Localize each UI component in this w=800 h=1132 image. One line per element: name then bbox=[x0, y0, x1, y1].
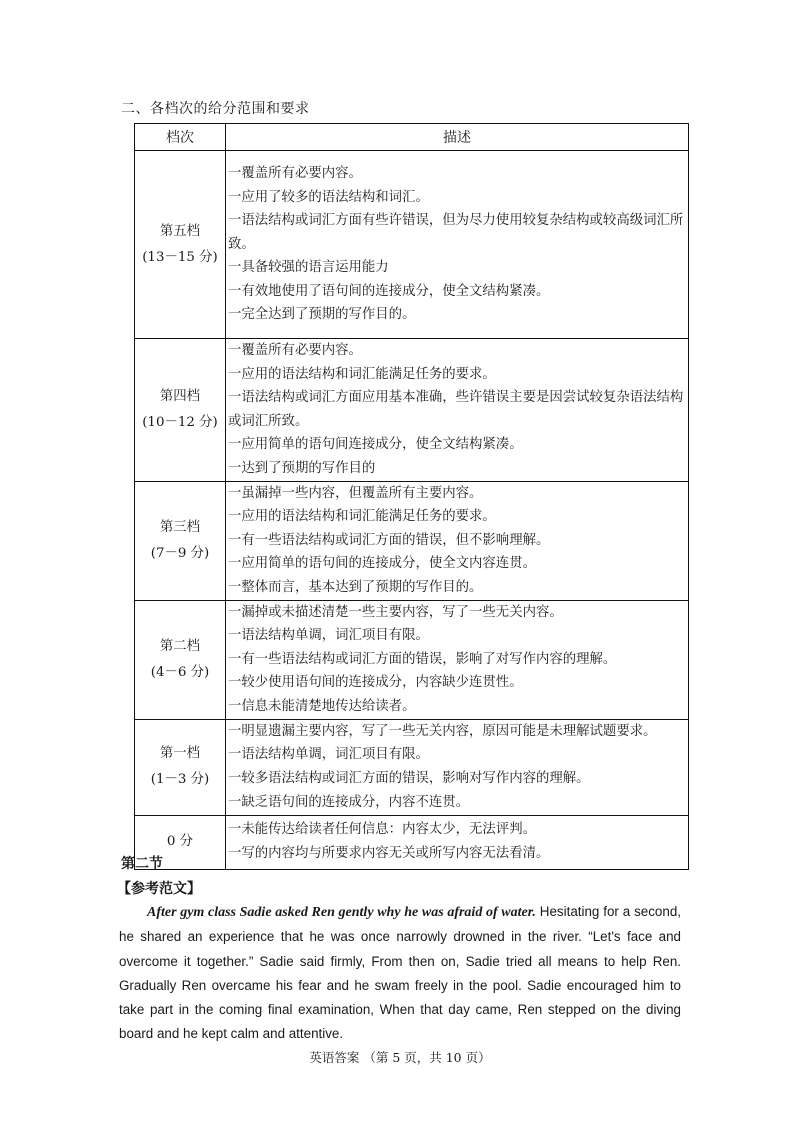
level-name: 第四档 bbox=[159, 388, 201, 404]
part2-heading: 第二节 bbox=[121, 856, 163, 872]
essay-lead-sentence: After gym class Sadie asked Ren gently why he was afraid of water. bbox=[147, 905, 536, 920]
description-cell bbox=[226, 600, 689, 719]
level-name: 第二档 bbox=[159, 638, 201, 654]
sample-essay bbox=[119, 900, 681, 1047]
grading-table bbox=[134, 123, 689, 870]
level-name: 0 分 bbox=[166, 834, 194, 849]
criterion-item: 一达到了预期的写作目的 bbox=[228, 460, 376, 476]
level-cell bbox=[135, 600, 226, 719]
essay-body: Hesitating for a second, he shared an experience that he was once narrowly drowned in the river. “Let's face and overcome it together.” Sadie said firmly, From then on, Sadie tried all means to help Ren. Gradually Ren overcame his fear and he swam freely in the pool. Sadie encouraged him to take part in the coming final examination, When that day came, Ren stepped on the diving board and he kept calm and attentive. bbox=[119, 904, 681, 1042]
criterion-item: 一语法结构单调，词汇项目有限。 bbox=[228, 628, 429, 644]
table-row bbox=[135, 481, 689, 600]
sample-essay-label: 【参考范文】 bbox=[117, 881, 201, 897]
criterion-item: 一有一些语法结构或词汇方面的错误，影响了对写作内容的理解。 bbox=[228, 651, 617, 667]
page-footer: 英语答案 （第 5 页，共 10 页） bbox=[309, 1050, 491, 1065]
header-description: 描述 bbox=[226, 124, 689, 151]
description-cell bbox=[226, 719, 689, 815]
criterion-item: 一语法结构或词汇方面应用基本准确，些许错误主要是因尝试较复杂语法结构或词汇所致。 bbox=[228, 390, 684, 429]
criterion-item: 一覆盖所有必要内容。 bbox=[228, 165, 362, 181]
score-range: (1－3 分) bbox=[150, 772, 210, 787]
criterion-item: 一虽漏掉一些内容，但覆盖所有主要内容。 bbox=[228, 485, 483, 501]
table-body bbox=[135, 151, 689, 870]
criterion-item: 一语法结构或词汇方面有些许错误，但为尽力使用较复杂结构或较高级词汇所致。 bbox=[228, 213, 684, 252]
criterion-item: 一应用简单的语句间连接成分，使全文结构紧凑。 bbox=[228, 437, 523, 453]
section-heading: 二、各档次的给分范围和要求 bbox=[121, 101, 310, 117]
table-row bbox=[135, 339, 689, 482]
criterion-item: 一具备较强的语言运用能力 bbox=[228, 260, 389, 276]
level-name: 第三档 bbox=[159, 519, 201, 535]
table-row bbox=[135, 600, 689, 719]
level-cell bbox=[135, 719, 226, 815]
table-row bbox=[135, 815, 689, 869]
level-cell bbox=[135, 481, 226, 600]
criterion-item: 一语法结构单调，词汇项目有限。 bbox=[228, 747, 429, 763]
level-cell bbox=[135, 151, 226, 339]
level-cell bbox=[135, 339, 226, 482]
level-name: 第五档 bbox=[159, 223, 201, 239]
criterion-item: 一信息未能清楚地传达给读者。 bbox=[228, 698, 416, 714]
score-range: (10－12 分) bbox=[142, 414, 218, 430]
table-header-row bbox=[135, 124, 689, 151]
criterion-item: 一未能传达给读者任何信息：内容太少，无法评判。 bbox=[228, 822, 536, 838]
criterion-item: 一缺乏语句间的连接成分，内容不连贯。 bbox=[228, 794, 470, 810]
description-cell bbox=[226, 481, 689, 600]
criterion-item: 一应用简单的语句间的连接成分，使全文内容连贯。 bbox=[228, 556, 536, 572]
criterion-item: 一漏掉或未描述清楚一些主要内容，写了一些无关内容。 bbox=[228, 604, 563, 620]
criterion-item: 一应用的语法结构和词汇能满足任务的要求。 bbox=[228, 509, 496, 525]
criterion-item: 一写的内容均与所要求内容无关或所写内容无法看清。 bbox=[228, 846, 550, 861]
level-name: 第一档 bbox=[159, 746, 201, 761]
criterion-item: 一较少使用语句间的连接成分，内容缺少连贯性。 bbox=[228, 675, 523, 691]
description-cell bbox=[226, 151, 689, 339]
table-row bbox=[135, 151, 689, 339]
score-range: (4－6 分) bbox=[150, 664, 210, 680]
criterion-item: 一整体而言，基本达到了预期的写作目的。 bbox=[228, 579, 483, 595]
table-row bbox=[135, 719, 689, 815]
score-range: (7－9 分) bbox=[150, 545, 210, 561]
criterion-item: 一覆盖所有必要内容。 bbox=[228, 343, 362, 358]
criterion-item: 一有效地使用了语句间的连接成分，使全文结构紧凑。 bbox=[228, 283, 550, 299]
criterion-item: 一有一些语法结构或词汇方面的错误，但不影响理解。 bbox=[228, 532, 550, 548]
criterion-item: 一应用的语法结构和词汇能满足任务的要求。 bbox=[228, 366, 496, 382]
header-level: 档次 bbox=[135, 124, 226, 151]
score-range: (13－15 分) bbox=[142, 249, 218, 265]
description-cell bbox=[226, 815, 689, 869]
criterion-item: 一应用了较多的语法结构和词汇。 bbox=[228, 189, 429, 205]
description-cell bbox=[226, 339, 689, 482]
criterion-item: 一完全达到了预期的写作目的。 bbox=[228, 307, 416, 323]
criterion-item: 一明显遗漏主要内容，写了一些无关内容，原因可能是未理解试题要求。 bbox=[228, 723, 657, 739]
criterion-item: 一较多语法结构或词汇方面的错误，影响对写作内容的理解。 bbox=[228, 771, 590, 786]
